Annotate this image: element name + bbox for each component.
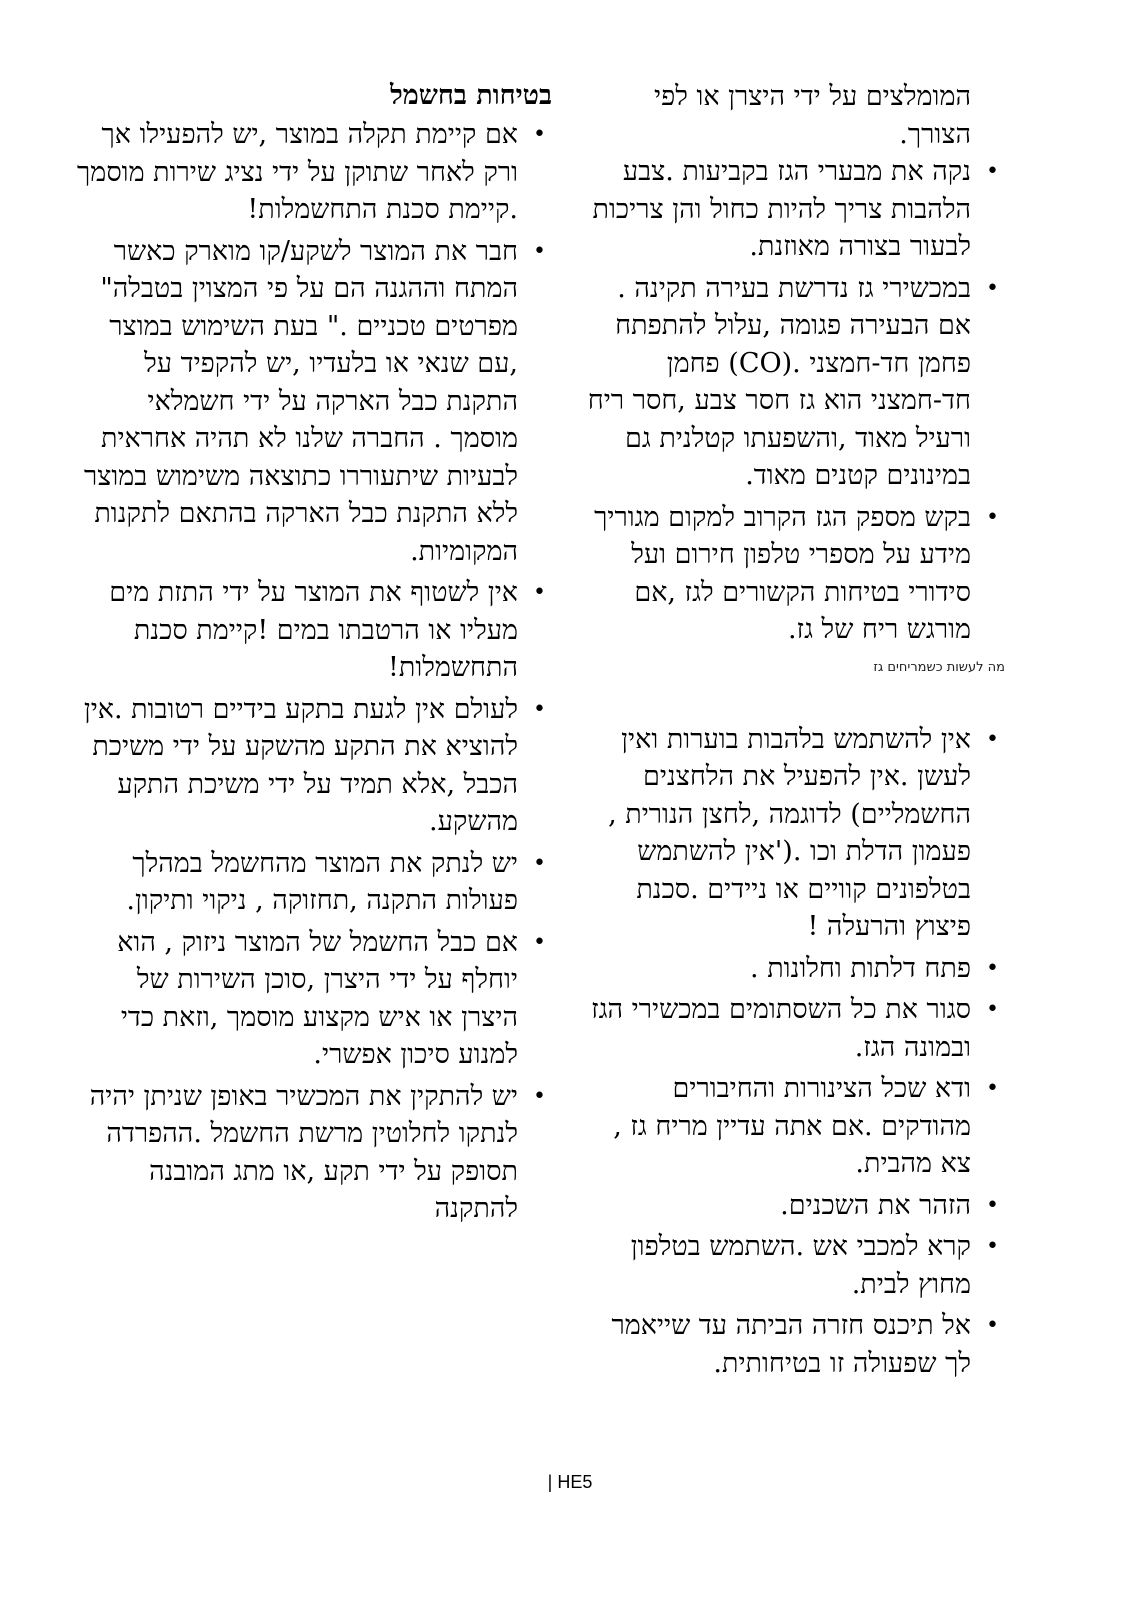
list-item: • סגור את כל השסתומים במכשירי הגז ובמונה הגז. — [585, 991, 1005, 1066]
bullet-icon: • — [986, 1234, 999, 1259]
list-item: • קרא למכבי אש .השתמש בטלפון מחוץ לבית. — [585, 1228, 1005, 1303]
bullet-icon: • — [533, 238, 546, 264]
electrical-safety-list — [72, 116, 552, 1228]
list-item: • פתח דלתות וחלונות . — [585, 950, 1005, 988]
bullet-icon: • — [533, 1083, 546, 1109]
bullet-icon: • — [986, 504, 999, 530]
list-item: • יש לנתק את המוצר מהחשמל במהלך פעולות התקנה ,תחזוקה , ניקוי ותיקון. — [72, 845, 552, 920]
list-item: • אם כבל החשמל של המוצר ניזוק , הוא יוחלף על ידי היצרן ,סוכן השירות של היצרן או איש מקצוע מוסמך ,וזאת כדי למנוע סיכון אפשרי. — [72, 924, 552, 1074]
gas-smell-list — [585, 721, 1005, 1383]
list-item: • בקש מספק הגז הקרוב למקום מגוריך מידע על מספרי טלפון חירום ועל סידורי בטיחות הקשורים לגז ,אם מורגש ריח של גז. — [585, 499, 1005, 649]
section-caption: מה לעשות כשמריחים גז — [873, 659, 1005, 675]
list-item: • אם קיימת תקלה במוצר ,יש להפעילו אך ורק לאחר שתוקן על ידי נציג שירות מוסמך .קיימת סכנת התחשמלות! — [72, 116, 552, 229]
list-item: • במכשירי גז נדרשת בעירה תקינה . אם הבעירה פגומה ,עלול להתפתח פחמן חד-חמצני .(CO) פחמן חד-חמצני הוא גז חסר צבע ,חסר ריח ורעיל מאוד ,והשפעתו קטלנית גם במינונים קטנים מאוד. — [585, 270, 1005, 495]
left-column — [72, 78, 552, 1232]
bullet-icon: • — [986, 1192, 999, 1218]
bullet-icon: • — [986, 1313, 999, 1338]
list-item: • ודא שכל הצינורות והחיבורים מהודקים .אם אתה עדיין מריח גז , צא מהבית. — [585, 1070, 1005, 1183]
bullet-icon: • — [986, 726, 999, 752]
bullet-icon: • — [986, 1076, 999, 1101]
page-number: | HE5 — [547, 1472, 593, 1492]
bullet-icon: • — [533, 122, 546, 147]
intro-line: הצורך. — [899, 118, 971, 150]
list-item: • אין להשתמש בלהבות בוערות ואין לעשן .אין להפעיל את הלחצנים החשמליים) לדוגמה ,לחצן הנורית , פעמון הדלת וכו .('אין להשתמש בטלפונים קוויים או ניידים .סכנת פיצוץ והרעלה ! — [585, 721, 1005, 946]
bullet-icon: • — [986, 955, 999, 981]
section-heading: בטיחות בחשמל — [390, 80, 552, 111]
list-item: • אל תיכנס חזרה הביתה עד שייאמר לך שפעולה זו בטיחותית. — [585, 1307, 1005, 1382]
list-item: • נקה את מבערי הגז בקביעות .צבע הלהבות צריך להיות כחול והן צריכות לבעור בצורה מאוזנת. — [585, 153, 1005, 266]
bullet-icon: • — [533, 929, 546, 955]
bullet-icon: • — [986, 997, 999, 1022]
list-item: • לעולם אין לגעת בתקע בידיים רטובות .אין להוציא את התקע מהשקע על ידי משיכת הכבל ,אלא תמיד על ידי משיכת התקע מהשקע. — [72, 691, 552, 841]
bullet-icon: • — [533, 696, 546, 722]
right-column — [585, 78, 1005, 1386]
bullet-icon: • — [533, 850, 546, 876]
bullet-icon: • — [986, 159, 999, 184]
intro-line: המומלצים על ידי היצרן או לפי — [654, 81, 971, 112]
bullet-icon: • — [533, 580, 546, 605]
list-item: • אין לשטוף את המוצר על ידי התזת מים מעליו או הרטבתו במים !קיימת סכנת התחשמלות! — [72, 574, 552, 687]
list-item: • יש להתקין את המכשיר באופן שניתן יהיה לנתקו לחלוטין מרשת החשמל .ההפרדה תסופק על ידי תקע ,או מתג המובנה להתקנה — [72, 1078, 552, 1228]
gas-maintenance-list — [585, 153, 1005, 649]
list-item: • הזהר את השכנים. — [585, 1187, 1005, 1225]
list-item: • חבר את המוצר לשקע/קו מוארק כאשר המתח וההגנה הם על פי המצוין בטבלה" מפרטים טכניים ." בעת השימוש במוצר ,עם שנאי או בלעדיו ,יש להקפיד על התקנת כבל הארקה על ידי חשמלאי מוסמך . החברה שלנו לא תהיה אחראית לבעיות שיתעוררו כתוצאה משימוש במוצר ללא התקנת כבל הארקה בהתאם לתקנות המקומיות. — [72, 233, 552, 571]
bullet-icon: • — [986, 275, 999, 301]
